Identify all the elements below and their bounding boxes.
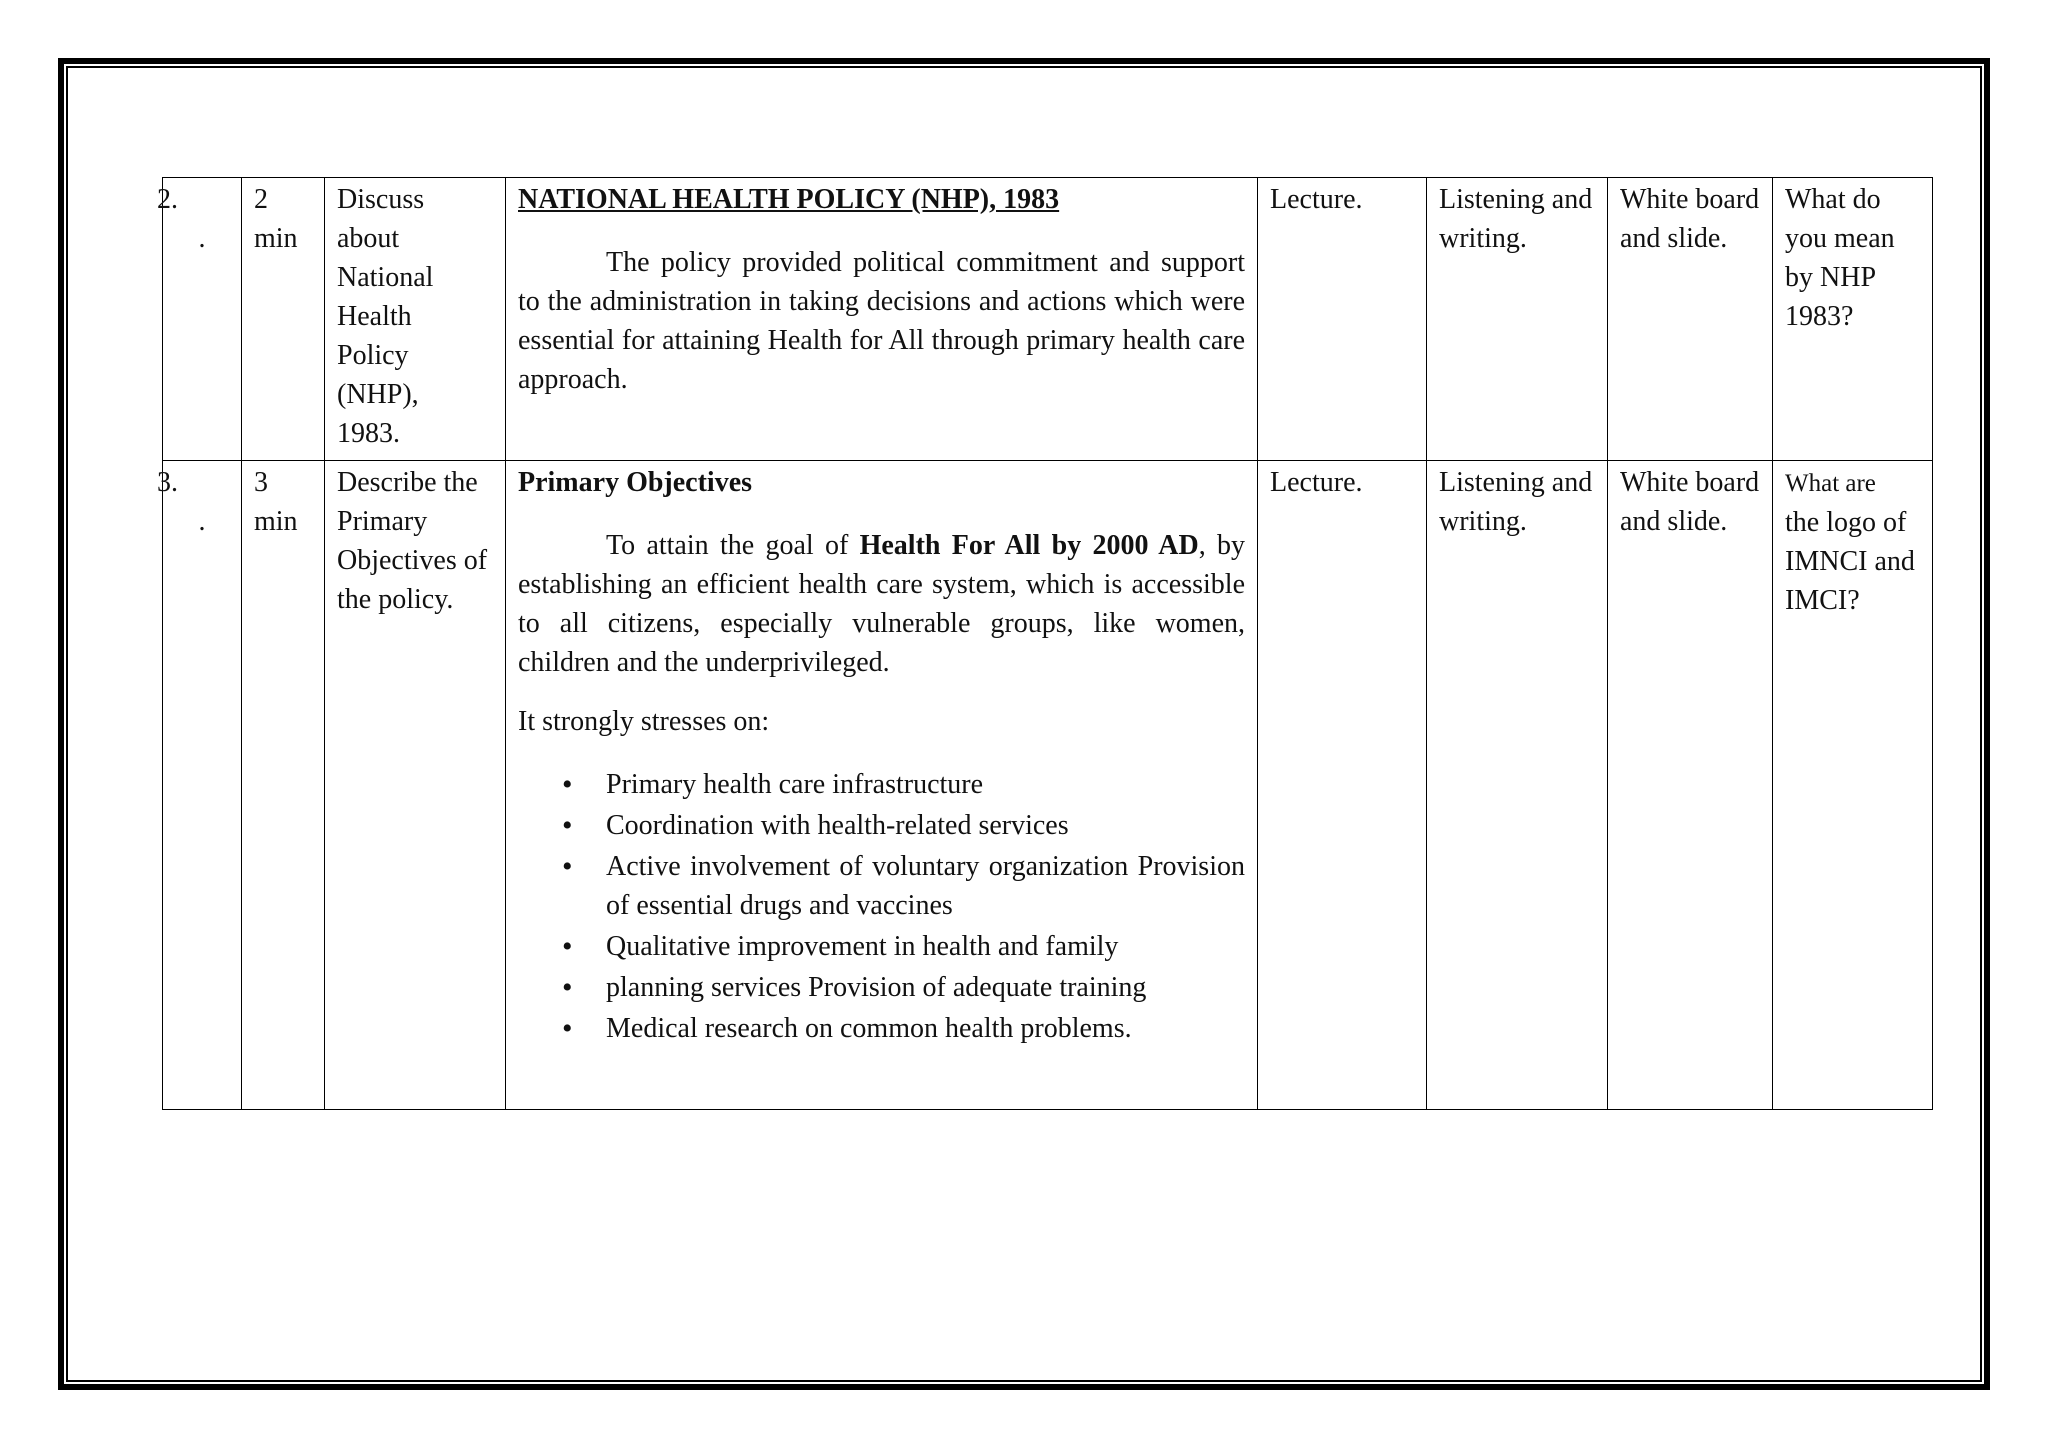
evaluation-text: the logo of IMNCI and IMCI? — [1785, 507, 1915, 616]
paragraph-rest: , by establishing an efficient health care system, which is accessible to all citizens, especially vulnerable groups, like women, children and the underprivileged. — [518, 530, 1245, 678]
teaching-activity-text: Lecture. — [1270, 184, 1363, 215]
list-item: • Coordination with health-related services — [606, 806, 1245, 845]
stress-intro: It strongly stresses on: — [518, 706, 770, 737]
evaluation-cell — [1773, 178, 1933, 461]
serial-number-cell — [157, 461, 242, 1110]
serial-number: 3. — [157, 467, 178, 498]
serial-number-dot: . — [198, 506, 206, 537]
evaluation-text-lead: What are — [1785, 470, 1876, 497]
time-value: 3 — [254, 467, 268, 498]
content-cell — [506, 461, 1258, 1110]
teaching-activity-cell — [1258, 178, 1427, 461]
learning-activity-text: Listening and writing. — [1439, 184, 1593, 254]
av-aids-text: White board and slide. — [1620, 467, 1760, 537]
av-aids-cell — [1608, 461, 1773, 1110]
time-value: 2 — [254, 184, 268, 215]
list-item: • Primary health care infrastructure — [606, 765, 1245, 804]
av-aids-cell — [1608, 178, 1773, 461]
table-row — [163, 178, 1933, 461]
time-cell — [242, 461, 325, 1110]
time-unit: min — [254, 223, 298, 254]
evaluation-cell — [1773, 461, 1933, 1110]
objective-cell — [325, 461, 506, 1110]
list-item: • Active involvement of voluntary organization Provision of essential drugs and vaccines — [606, 847, 1245, 925]
serial-number: 2. — [157, 184, 178, 215]
time-unit: min — [254, 506, 298, 537]
objective-cell — [325, 178, 506, 461]
list-item: • Medical research on common health problems. — [606, 1009, 1245, 1048]
content-heading: NATIONAL HEALTH POLICY (NHP), 1983 — [518, 184, 1060, 215]
serial-number-cell — [157, 178, 242, 461]
list-item: • planning services Provision of adequate training — [606, 968, 1245, 1007]
objective-text: Describe the Primary Objectives of the policy. — [337, 467, 488, 615]
table-row — [163, 461, 1933, 1110]
evaluation-text: What do you mean by NHP 1983? — [1785, 184, 1895, 332]
learning-activity-text: Listening and writing. — [1439, 467, 1593, 537]
teaching-activity-cell — [1258, 461, 1427, 1110]
objective-text: Discuss about National Health Policy (NHP), 1983. — [337, 184, 434, 449]
content-heading: Primary Objectives — [518, 467, 753, 498]
stress-points-list — [518, 765, 1245, 1048]
list-item: • Qualitative improvement in health and family — [606, 927, 1245, 966]
content-cell — [506, 178, 1258, 461]
paragraph-emphasis: Health For All by 2000 AD — [859, 530, 1199, 561]
teaching-activity-text: Lecture. — [1270, 467, 1363, 498]
serial-number-dot: . — [198, 223, 206, 254]
content-paragraph — [518, 526, 1245, 682]
av-aids-text: White board and slide. — [1620, 184, 1760, 254]
learning-activity-cell — [1427, 178, 1608, 461]
lesson-plan-table — [157, 177, 1933, 1110]
content-paragraph: The policy provided political commitment and support to the administration in taking decisions and actions which were essential for attaining Health for All through primary health care approach. — [518, 247, 1245, 395]
learning-activity-cell — [1427, 461, 1608, 1110]
paragraph-lead: To attain the goal of — [606, 530, 860, 561]
time-cell — [242, 178, 325, 461]
